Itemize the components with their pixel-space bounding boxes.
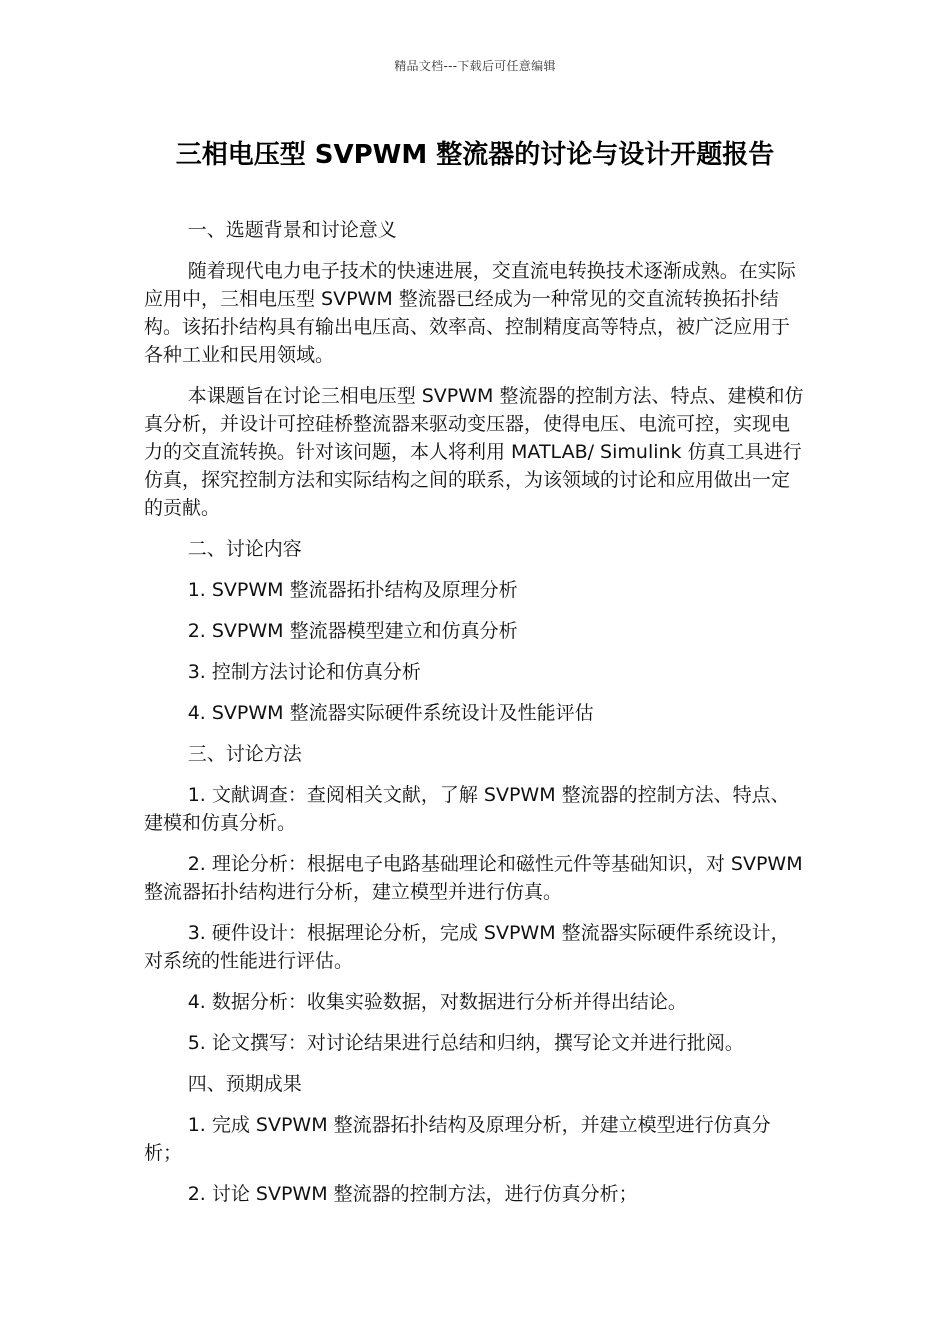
header-note: 精品文档---下载后可任意编辑 bbox=[394, 59, 556, 73]
list-item: 2. 理论分析：根据电子电路基础理论和磁性元件等基础知识，对 SVPWM 整流器拓扑结构进行分析，建立模型并进行仿真。 bbox=[144, 853, 803, 903]
paragraph: 随着现代电力电子技术的快速进展，交直流电转换技术逐渐成熟。在实际应用中，三相电压型 SVPWM 整流器已经成为一种常见的交直流转换拓扑结构。该拓扑结构具有输出电压高、效率高、控制精度高等特点，被广泛应用于各种工业和民用领域。 bbox=[144, 260, 796, 366]
list-item: 3. 硬件设计：根据理论分析，完成 SVPWM 整流器实际硬件系统设计，对系统的性能进行评估。 bbox=[144, 922, 790, 972]
list-item: 1. 完成 SVPWM 整流器拓扑结构及原理分析，并建立模型进行仿真分析； bbox=[144, 1114, 771, 1164]
list-item: 1. SVPWM 整流器拓扑结构及原理分析 bbox=[187, 579, 518, 601]
document-body bbox=[144, 216, 806, 1221]
section-heading-outcomes: 四、预期成果 bbox=[187, 1073, 302, 1095]
list-item: 3. 控制方法讨论和仿真分析 bbox=[187, 661, 421, 683]
section-heading-background: 一、选题背景和讨论意义 bbox=[187, 219, 397, 241]
page-title: 三相电压型 SVPWM 整流器的讨论与设计开题报告 bbox=[175, 140, 775, 170]
list-item: 4. SVPWM 整流器实际硬件系统设计及性能评估 bbox=[187, 702, 594, 724]
section-heading-content: 二、讨论内容 bbox=[187, 538, 302, 560]
list-item: 4. 数据分析：收集实验数据，对数据进行分析并得出结论。 bbox=[187, 991, 687, 1013]
list-item: 2. 讨论 SVPWM 整流器的控制方法，进行仿真分析； bbox=[187, 1183, 638, 1205]
list-item: 1. 文献调查：查阅相关文献，了解 SVPWM 整流器的控制方法、特点、建模和仿真分析。 bbox=[144, 784, 790, 834]
list-item: 2. SVPWM 整流器模型建立和仿真分析 bbox=[187, 620, 518, 642]
paragraph: 本课题旨在讨论三相电压型 SVPWM 整流器的控制方法、特点、建模和仿真分析，并设计可控硅桥整流器来驱动变压器，使得电压、电流可控，实现电力的交直流转换。针对该问题，本人将利用 MATLAB/ Simulink 仿真工具进行仿真，探究控制方法和实际结构之间的联系，为该领域的讨论和应用做出一定的贡献。 bbox=[144, 385, 804, 519]
list-item: 5. 论文撰写：对讨论结果进行总结和归纳，撰写论文并进行批阅。 bbox=[187, 1032, 744, 1054]
section-heading-methods: 三、讨论方法 bbox=[187, 743, 302, 765]
